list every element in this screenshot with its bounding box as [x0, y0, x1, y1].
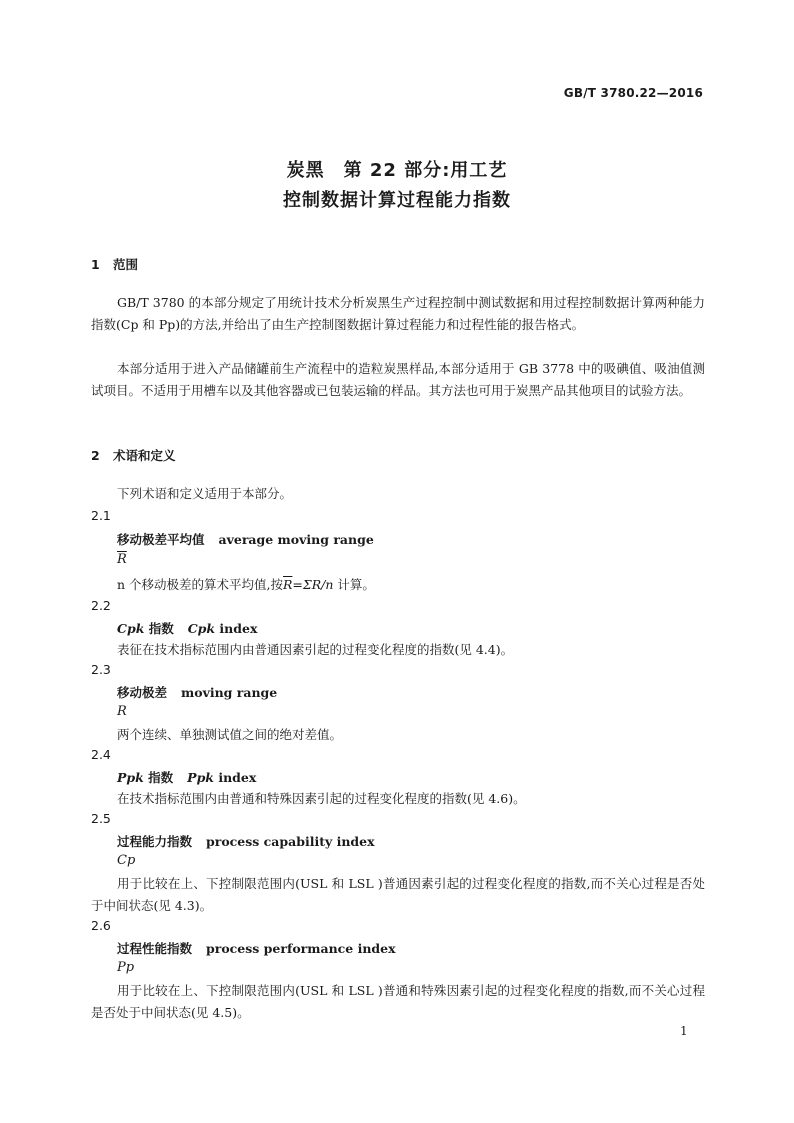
term-number: 2.1: [91, 508, 111, 523]
term-2-4: Ppk 指数 Ppk index: [117, 770, 257, 785]
term-2-1: [117, 530, 374, 548]
section-2-heading: [91, 446, 176, 464]
term-symbol: R: [117, 704, 127, 719]
term-symbol: Cp: [117, 853, 136, 868]
section-1-paragraph-2: 本部分适用于进入产品储罐前生产流程中的造粒炭黑样品,本部分适用于 GB 3778 中的吸碘值、吸油值测试项目。不适用于用槽车以及其他容器或已包装运输的样品。其方法也可用于炭黑产品其他项目的试验方法。: [91, 361, 705, 398]
term-2-3: 移动极差 moving range: [117, 685, 278, 700]
term-2-6: 过程性能指数 process performance index: [117, 941, 396, 956]
term-definition: 在技术指标范围内由普通和特殊因素引起的过程变化程度的指数(见 4.6)。: [117, 791, 526, 806]
term-definition: 两个连续、单独测试值之间的绝对差值。: [117, 727, 343, 742]
term-number: 2.6: [91, 918, 111, 933]
page-number: 1: [680, 1024, 688, 1038]
section-2-intro: 下列术语和定义适用于本部分。: [117, 486, 293, 501]
term-definition: 用于比较在上、下控制限范围内(USL 和 LSL )普通和特殊因素引起的过程变化程度的指数,而不关心过程是否处于中间状态(见 4.5)。: [91, 983, 705, 1020]
term-number: 2.5: [91, 811, 111, 826]
section-number: 2: [91, 448, 100, 463]
term-en: average moving range: [218, 532, 374, 547]
term-definition: n 个移动极差的算术平均值,按$\overline{R}=\Sigma R/n$ 计算。: [117, 577, 375, 592]
section-title: 术语和定义: [113, 448, 176, 463]
term-number: 2.3: [91, 662, 111, 677]
standard-number: GB/T 3780.22—2016: [563, 86, 703, 100]
term-number: 2.4: [91, 747, 111, 762]
term-symbol: Pp: [117, 960, 135, 975]
term-2-5: 过程能力指数 process capability index: [117, 834, 375, 849]
document-title-line2: 控制数据计算过程能力指数: [283, 190, 511, 211]
term-number: 2.2: [91, 598, 111, 613]
term-definition: 表征在技术指标范围内由普通因素引起的过程变化程度的指数(见 4.4)。: [117, 642, 514, 657]
section-number: 1: [91, 257, 100, 272]
term-symbol: $\overline{R}$: [117, 552, 127, 567]
section-1-heading: [91, 255, 138, 273]
section-title: 范围: [113, 257, 139, 272]
term-zh: 移动极差平均值: [117, 532, 205, 547]
term-definition: 用于比较在上、下控制限范围内(USL 和 LSL )普通因素引起的过程变化程度的指数,而不关心过程是否处于中间状态(见 4.3)。: [91, 876, 705, 913]
term-2-2: Cpk 指数 Cpk index: [117, 621, 258, 636]
section-1-paragraph-1: GB/T 3780 的本部分规定了用统计技术分析炭黑生产过程控制中测试数据和用过程控制数据计算两种能力指数(Cp 和 Pp)的方法,并给出了由生产控制图数据计算过程能力和过程性能的报告格式。: [91, 295, 705, 332]
document-title-line1: 炭黑 第 22 部分:用工艺: [286, 160, 508, 181]
